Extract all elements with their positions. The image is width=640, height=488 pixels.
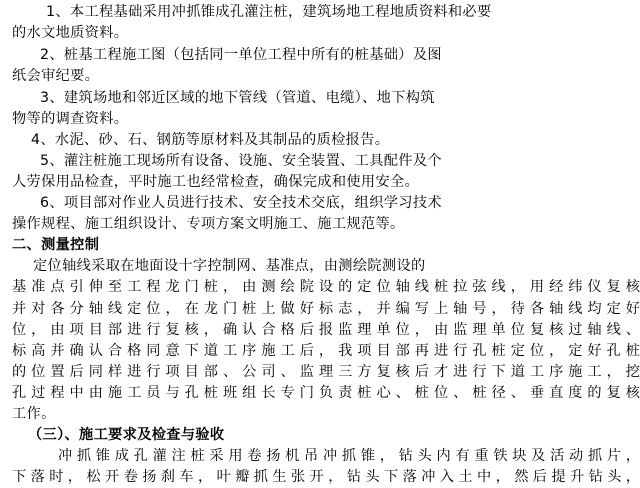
survey-paragraph-line-3: 并对各分轴线定位，在龙门桩上做好标志，并编写上轴号，待各轴线均定好	[12, 301, 640, 317]
item-3-line-2: 物等的调查资料。	[12, 111, 129, 127]
item-5-line-1: 5、灌注桩施工现场所有设备、设施、安全装置、工具配件及个	[40, 153, 442, 169]
item-1-line-1: 1、本工程基础采用冲抓锥成孔灌注桩，建筑场地工程地质资料和必要	[46, 4, 492, 20]
item-1-line-2: 的水文地质资料。	[12, 25, 129, 41]
survey-paragraph-line-7: 孔过程中由施工员与孔桩班组长专门负责桩心、桩位、桩径、垂直度的复核	[12, 385, 640, 401]
item-2-line-1: 2、桩基工程施工图（包括同一单位工程中所有的桩基础）及图	[40, 47, 442, 63]
item-2-line-2: 纸会审纪要。	[12, 68, 100, 84]
survey-paragraph-line-4: 位，由项目部进行复核，确认合格后报监理单位，由监理单位复核过轴线、	[12, 322, 640, 338]
item-4-line-1: 4、水泥、砂、石、钢筋等原材料及其制品的质检报告。	[31, 132, 390, 148]
section-heading-survey-control: 二、测量控制	[12, 237, 100, 253]
survey-paragraph-line-2: 基准点引伸至工程龙门桩，由测绘院设的定位轴线桩拉弦线，用经纬仪复核	[12, 279, 640, 295]
construction-paragraph-line-1: 冲抓锥成孔灌注桩采用卷扬机吊冲抓锥，钻头内有重铁块及活动抓片，	[58, 448, 640, 464]
section-heading-construction-requirements: （三）、施工要求及检查与验收	[28, 427, 225, 443]
survey-paragraph-line-6: 的位置后同样进行项目部、公司、监理三方复核后才进行下道工序施工，挖	[12, 364, 640, 380]
item-6-line-1: 6、项目部对作业人员进行技术、安全技术交底，组织学习技术	[40, 195, 442, 211]
survey-paragraph-line-8: 工作。	[12, 406, 56, 422]
construction-paragraph-line-2: 下落时，松开卷扬刹车，叶瓣抓生张开，钻头下落冲入土中，然后提升钻头，	[12, 469, 640, 485]
item-5-line-2: 人劳保用品检查，平时施工也经常检查，确保完成和使用安全。	[12, 174, 420, 190]
item-6-line-2: 操作规程、施工组织设计、专项方案文明施工、施工规范等。	[12, 216, 405, 232]
survey-paragraph-line-1: 定位轴线采取在地面设十字控制网、基准点，由测绘院测设的	[33, 258, 426, 274]
survey-paragraph-line-5: 标高并确认合格同意下道工序施工后，我项目部再进行孔桩定位，定好孔桩	[12, 343, 640, 359]
item-3-line-1: 3、建筑场地和邻近区域的地下管线（管道、电缆）、地下构筑	[40, 90, 435, 106]
